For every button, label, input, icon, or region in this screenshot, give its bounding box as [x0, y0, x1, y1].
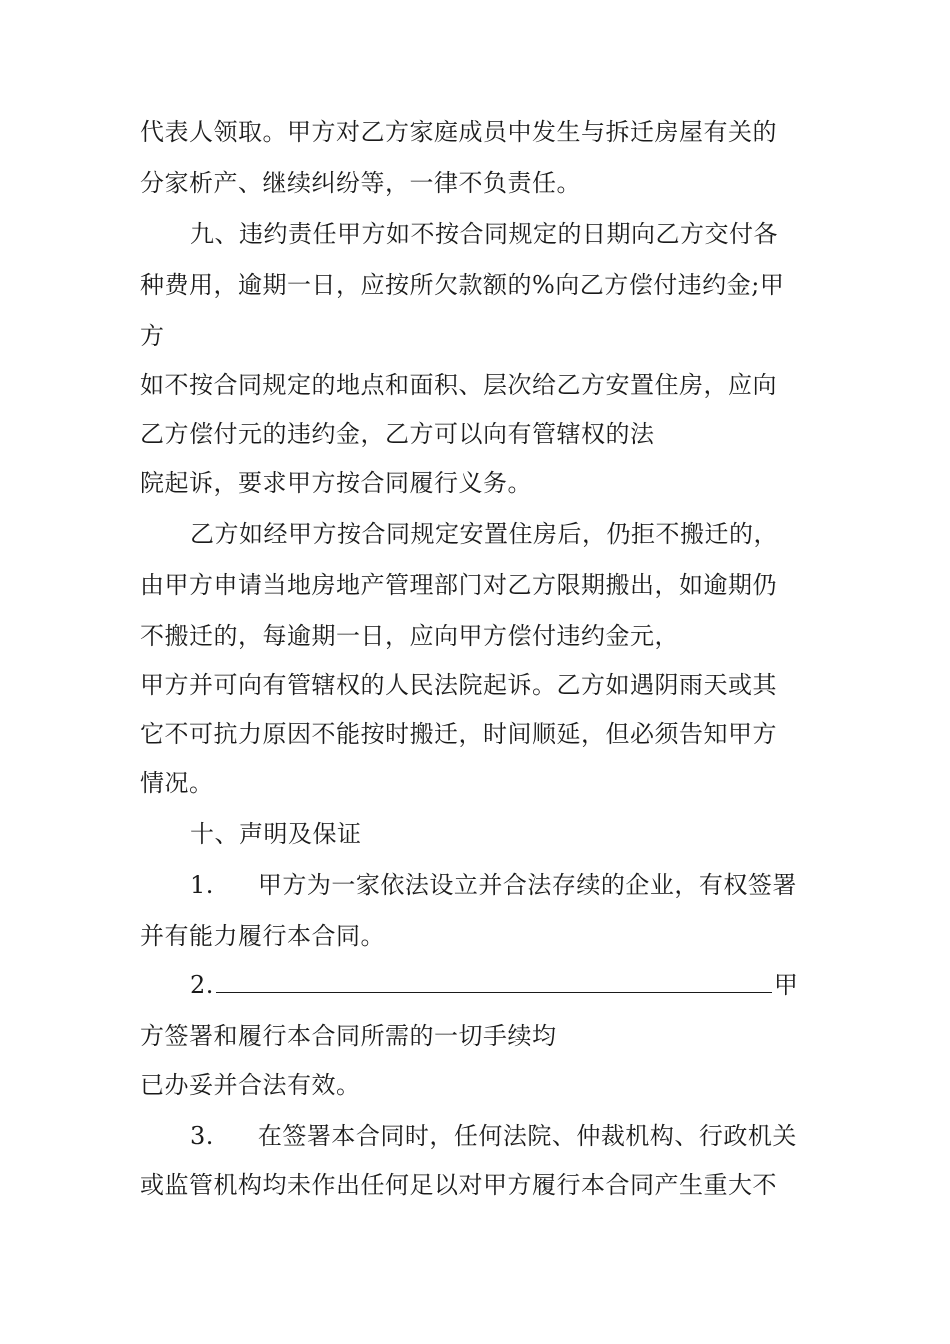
section-nine-heading-line: 九、违约责任甲方如不按合同规定的日期向乙方交付各 — [190, 220, 778, 248]
text-line: 或监管机构均未作出任何足以对甲方履行本合同产生重大不 — [140, 1171, 777, 1199]
text-line: 不搬迁的，每逾期一日，应向甲方偿付违约金元， — [140, 622, 679, 650]
text-line: 方 — [140, 322, 165, 350]
text-line: 如不按合同规定的地点和面积、层次给乙方安置住房，应向 — [140, 371, 777, 399]
text-line: 甲方并可向有管辖权的人民法院起诉。乙方如遇阴雨天或其 — [140, 671, 777, 699]
item-text: 在签署本合同时，任何法院、仲裁机构、行政机关 — [257, 1122, 797, 1150]
text-line: 院起诉，要求甲方按合同履行义务。 — [140, 469, 532, 497]
item-number: 2. — [190, 971, 214, 999]
paragraph-start-line: 乙方如经甲方按合同规定安置住房后，仍拒不搬迁的， — [190, 520, 778, 548]
text-line: 分家析产、继续纠纷等，一律不负责任。 — [140, 169, 581, 197]
text-line: 代表人领取。甲方对乙方家庭成员中发生与拆迁房屋有关的 — [140, 118, 777, 146]
text-line: 并有能力履行本合同。 — [140, 922, 385, 950]
item-three-line — [190, 1121, 797, 1151]
text-line: 它不可抗力原因不能按时搬迁，时间顺延，但必须告知甲方 — [140, 720, 777, 748]
fill-in-blank-line — [216, 970, 772, 993]
section-ten-heading: 十、声明及保证 — [190, 820, 362, 848]
item-two-line — [190, 970, 798, 1000]
text-line: 情况。 — [140, 769, 214, 797]
text-line: 方签署和履行本合同所需的一切手续均 — [140, 1022, 557, 1050]
text-line: 由甲方申请当地房地产管理部门对乙方限期搬出，如逾期仍 — [140, 571, 777, 599]
item-number: 3. — [190, 1122, 214, 1150]
item-text: 甲 — [773, 971, 799, 999]
text-line: 乙方偿付元的违约金，乙方可以向有管辖权的法 — [140, 420, 655, 448]
item-text: 甲方为一家依法设立并合法存续的企业，有权签署 — [257, 871, 797, 899]
text-line: 已办妥并合法有效。 — [140, 1071, 361, 1099]
item-number: 1. — [190, 871, 214, 899]
item-one-line — [190, 870, 797, 900]
text-line: 种费用，逾期一日，应按所欠款额的%向乙方偿付违约金;甲 — [140, 271, 785, 299]
